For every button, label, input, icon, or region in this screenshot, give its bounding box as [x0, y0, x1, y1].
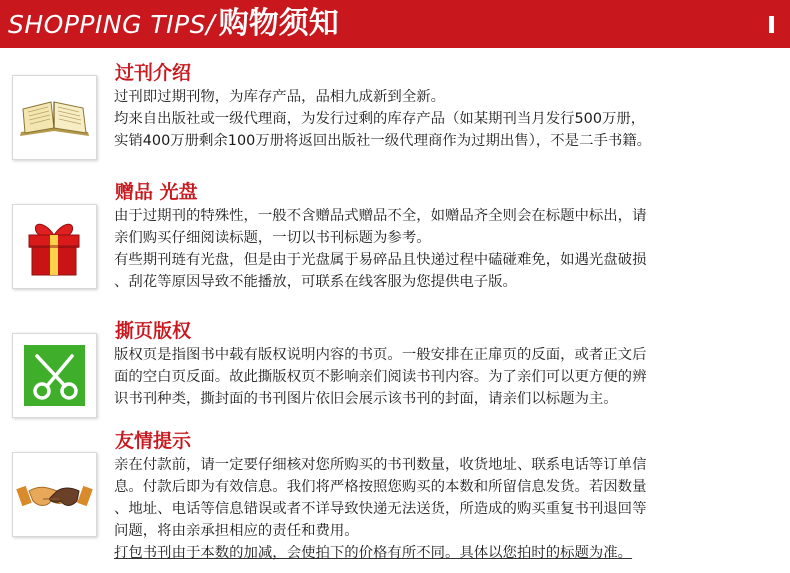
body-line: 实销400万册剩余100万册将返回出版社一级代理商作为过期出售），不是二手书籍。 [114, 133, 652, 149]
body-line: 打包书刊由于本数的加减，会使拍下的价格有所不同。具体以您拍时的标题为准。 [114, 545, 633, 561]
body-line: 、地址、电话等信息错误或者不详导致快递无法送货，所造成的购买重复书刊退回等 [114, 501, 647, 517]
body-line: 问题，将由亲承担相应的责任和费用。 [114, 523, 359, 539]
page-title-cn: 购物须知 [218, 6, 339, 41]
body-line: 版权页是指图书中载有版权说明内容的书页。一般安排在正扉页的反面，或者正文后 [114, 347, 647, 363]
section-body [114, 205, 782, 293]
body-line: 亲在付款前，请一定要仔细核对您所购买的书刊数量，收货地址、联系电话等订单信 [114, 457, 647, 473]
icon-frame [12, 204, 97, 289]
section-body [114, 344, 782, 410]
body-line: 亲们购买仔细阅读标题，一切以书刊标题为参考。 [114, 230, 431, 246]
body-line: 由于过期刊的特殊性，一般不含赠品式赠品不全，如赠品齐全则会在标题中标出，请 [114, 208, 647, 224]
header-banner [0, 0, 790, 48]
icon-frame [12, 75, 97, 160]
header-bar-mark [769, 16, 774, 33]
handshake-icon [13, 453, 96, 536]
section-title: 赠品 光盘 [115, 181, 198, 203]
body-line: 均来自出版社或一级代理商，为发行过剩的库存产品（如某期刊当月发行500万册， [114, 111, 646, 127]
section-title: 友情提示 [115, 430, 192, 452]
section-body [114, 86, 782, 152]
scissors-icon [13, 334, 96, 417]
page-title-slash: / [205, 10, 215, 40]
body-line: 、刮花等原因导致不能播放，可联系在线客服为您提供电子版。 [114, 274, 517, 290]
body-line: 有些期刊琏有光盘，但是由于光盘属于易碎品且快递过程中磕碰难免，如遇光盘破损 [114, 252, 647, 268]
icon-frame [12, 333, 97, 418]
section-title: 撕页版权 [115, 320, 192, 342]
body-line: 过刊即过期刊物，为库存产品，品相九成新到全新。 [114, 89, 445, 105]
page-title [8, 6, 339, 42]
open-book-icon [13, 76, 96, 159]
icon-frame [12, 452, 97, 537]
page-title-en: SHOPPING TIPS [8, 10, 206, 39]
body-line: 息。付款后即为有效信息。我们将严格按照您购买的本数和所留信息发货。若因数量 [114, 479, 647, 495]
gift-box-icon [13, 205, 96, 288]
body-line: 识书刊种类，撕封面的书刊图片依旧会展示该书刊的封面，请亲们以标题为主。 [114, 391, 618, 407]
section-body [114, 454, 782, 564]
section-title: 过刊介绍 [115, 62, 192, 84]
body-line: 面的空白页反面。故此撕版权页不影响亲们阅读书刊内容。为了亲们可以更方便的辨 [114, 369, 647, 385]
